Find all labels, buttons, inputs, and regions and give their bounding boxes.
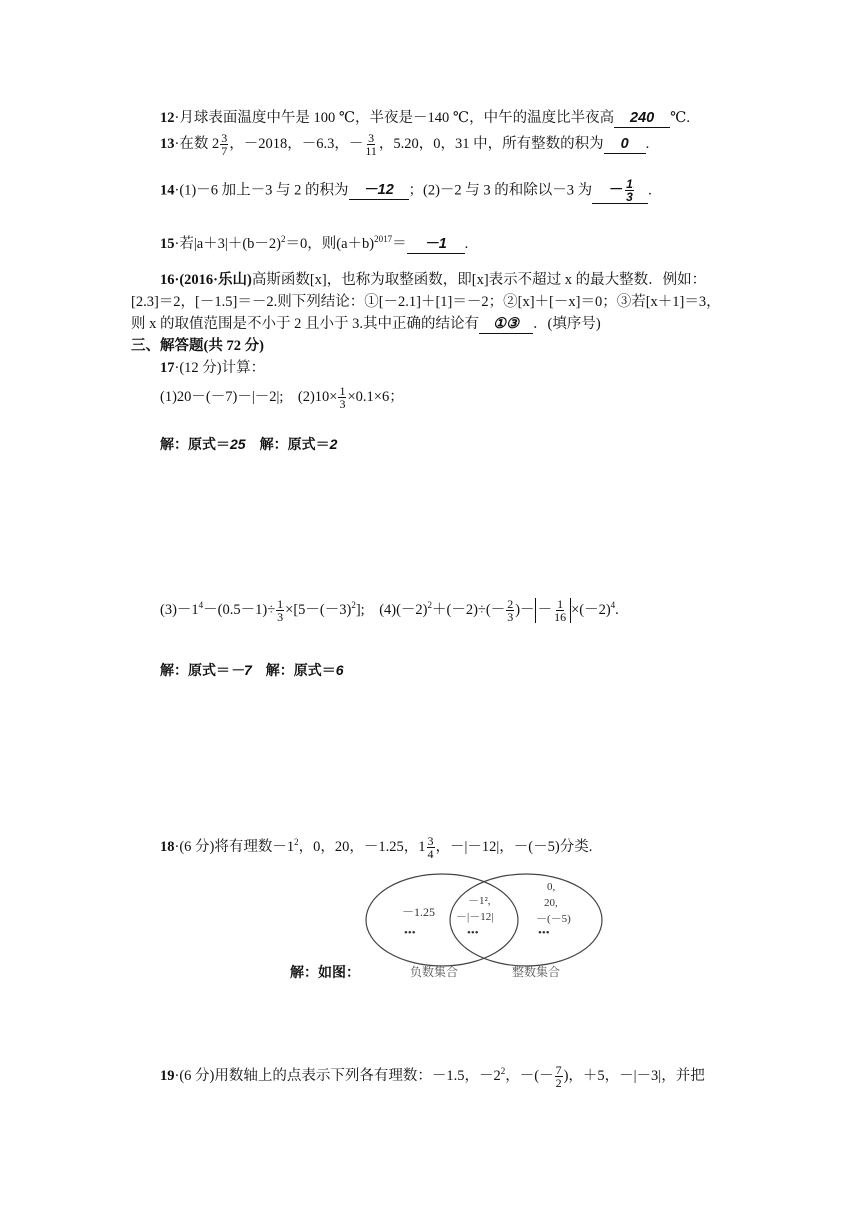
fraction: $\frac{2}{3}$ <box>507 597 514 625</box>
question-text: 则 x 的取值范围是不小于 2 且小于 3.其中正确的结论有 <box>131 316 479 332</box>
question-16-line-2 <box>131 290 721 311</box>
venn-diagram <box>364 870 604 980</box>
question-16-line-1 <box>160 268 706 289</box>
question-text: . <box>464 236 469 252</box>
question-text: . <box>645 136 650 152</box>
overlap-item-1: －1², <box>468 895 491 907</box>
question-text: ×0.1×6； <box>347 389 404 405</box>
fraction: $\frac{3}{11}$ <box>365 131 377 159</box>
question-text: ·(12 分)计算： <box>174 360 266 376</box>
answer-blank: －1 <box>407 237 465 254</box>
question-18: 18·(6 分)将有理数$-1^2$，0，20，－1.25，1 $\frac{3}{4}$ ，－|－12|，－(－5)分类. <box>160 834 593 862</box>
negative-set-ellipse <box>366 874 518 966</box>
question-text: ·若|a＋3|＋(b－2) <box>174 236 281 252</box>
mixed-fraction: $\frac{3}{4}$ <box>427 834 434 862</box>
question-number: 12 <box>160 110 175 126</box>
question-text: ·在数 2 <box>174 136 220 152</box>
question-text: ，－2018，－6.3，－ <box>229 136 364 152</box>
integer-set-label: 整数集合 <box>512 965 561 979</box>
question-number: 15 <box>160 236 175 252</box>
left-dots: ••• <box>404 927 416 939</box>
question-text: (1)20－(－7)－|－2|; (2)10× <box>160 389 338 405</box>
question-source: ·(2016·乐山) <box>174 272 252 288</box>
question-number: 17 <box>160 360 175 376</box>
question-14 <box>160 178 652 204</box>
question-text: ·(1)－6 加上－3 与 2 的积为 <box>174 182 349 199</box>
overlap-item-2: －|－12| <box>456 911 494 923</box>
answer-blank: ①③ <box>479 317 533 334</box>
question-17-parts-3-4: $(3)-1^4-(0.5-1)\div$ $\frac{1}{3}$ $\times[5-(-3)^2]$; $(4)(-2)^2+(-2)\div(-$ $\frac{2}{3}$ )－ － $\frac{1}{16}$ $\times(-2)^4$. <box>160 597 619 625</box>
fraction: $\frac{7}{2}$ <box>555 1063 562 1091</box>
solution-17-3-4: 解：原式＝－7 解：原式＝6 <box>160 662 344 678</box>
overlap-dots: ••• <box>467 927 479 939</box>
question-number: 13 <box>160 136 175 152</box>
mixed-fraction: $\frac{3}{7}$ <box>221 131 228 159</box>
question-17-parts-1-2 <box>160 385 404 410</box>
section-title: 三、解答题(共 72 分) <box>131 338 264 354</box>
fraction: $\frac{1}{3}$ <box>277 597 284 625</box>
question-19: 19·(6 分)用数轴上的点表示下列各有理数：－1.5，$-2^2$，－(－ $\frac{7}{2}$ )，＋5，－|－3|，并把 <box>160 1063 705 1091</box>
question-text: ，5.20，0，31 中，所有整数的积为 <box>378 136 604 152</box>
right-dots: ••• <box>538 927 550 939</box>
negative-set-label: 负数集合 <box>410 965 459 979</box>
question-12 <box>160 106 690 128</box>
solution-18: 解：如图： <box>290 964 360 980</box>
absolute-value: － $\frac{1}{16}$ <box>535 598 572 623</box>
left-only-item: －1.25 <box>402 905 436 919</box>
answer-blank: － $\frac{1}{3}$ <box>592 178 648 204</box>
right-item-2: 20, <box>544 897 558 909</box>
question-17-header <box>160 356 265 377</box>
right-item-1: 0, <box>547 881 556 893</box>
answer-blank: 240 <box>614 111 670 128</box>
solution-17-1-2: 解：原式＝25 解：原式＝2 <box>160 436 338 452</box>
fraction: $\frac{1}{3}$ <box>339 384 346 412</box>
answer-fraction: $\frac{1}{3}$ <box>626 177 633 204</box>
question-text: ·月球表面温度中午是 100 ℃，半夜是－140 ℃，中午的温度比半夜高 <box>174 110 615 126</box>
answer-blank: －12 <box>349 183 409 200</box>
right-item-3: －(－5) <box>536 913 571 925</box>
question-text: . <box>648 182 652 199</box>
answer-blank: 0 <box>604 137 646 154</box>
question-15: 15·若$|a+3|+(b-2)^2=0$，则$(a+b)^{2017}= -1$ . <box>160 234 469 252</box>
question-number: 14 <box>160 182 175 199</box>
question-number: 19 <box>160 1068 175 1084</box>
question-16-line-3 <box>131 312 601 334</box>
question-13 <box>160 132 649 157</box>
question-text: [2.3]＝2，[－1.5]＝－2.则下列结论：①[－2.1]＋[1]＝－2；②[x]＋[－x]＝0；③若[x＋1]＝3， <box>131 294 721 310</box>
question-text: ℃. <box>670 110 691 126</box>
question-text: ．(填序号) <box>533 316 601 332</box>
question-number: 18 <box>160 839 175 855</box>
question-text: 高斯函数[x]，也称为取整函数，即[x]表示不超过 x 的最大整数．例如： <box>251 272 707 288</box>
question-text: ；(2)－2 与 3 的和除以－3 为 <box>408 182 593 199</box>
question-text: ＝ <box>392 236 407 252</box>
question-text: ＝0，则(a＋b) <box>285 236 375 252</box>
question-number: 16 <box>160 272 175 288</box>
